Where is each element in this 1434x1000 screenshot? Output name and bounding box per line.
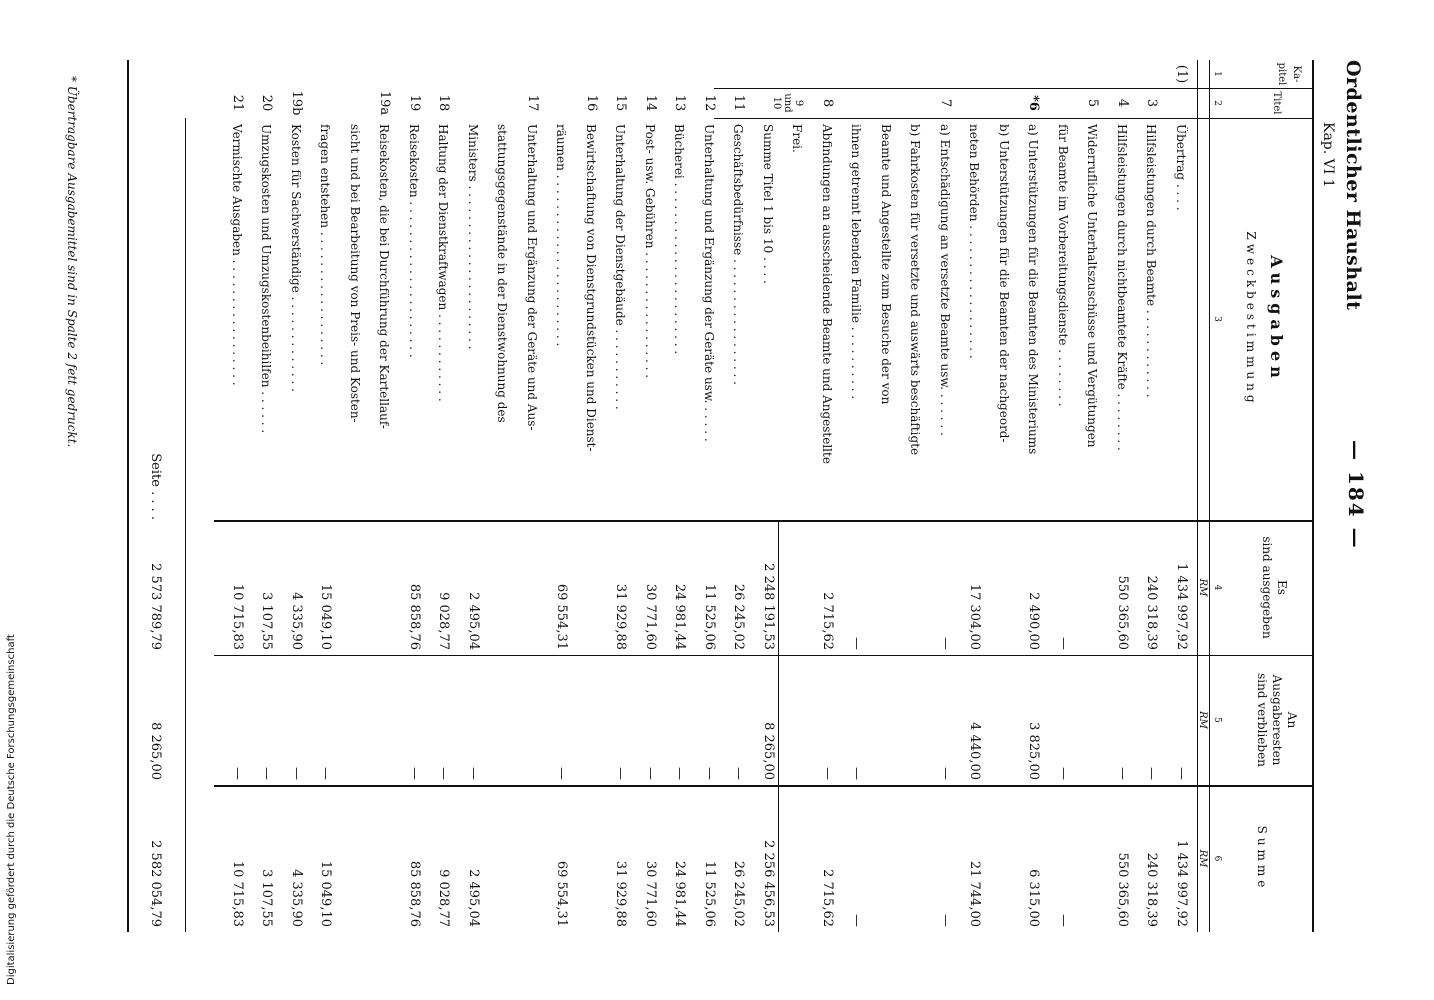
row-zweckbestimmung: Bücherei . . . . . . . . . . . . . . . . . . . . . . .: [672, 124, 687, 355]
table-top-rule: [1312, 60, 1314, 932]
row-ausgegeben: 26 245,02: [731, 583, 747, 650]
row-reste: —: [613, 767, 629, 780]
row-zweckbestimmung: Vermischte Ausgaben . . . . . . . . . . . . . . . . .: [230, 124, 244, 386]
row-summe: 3 107,55: [259, 869, 275, 927]
row-ausgegeben: 240 318,39: [1144, 575, 1160, 650]
row-titel: 16: [584, 94, 599, 112]
colnum-3: 3: [1212, 316, 1222, 322]
row-zweckbestimmung: neten Behörden . . . . . . . . . . . . . . . . . .: [967, 124, 982, 359]
row-reste: —: [1144, 767, 1160, 780]
row-summe: 1 434 997,92: [1174, 840, 1189, 927]
row-zweckbestimmung: Beamte und Angestellte zum Besuche der von: [879, 124, 893, 405]
funding-note: Digitalisierung gefördert durch die Deutsche Forschungsgemeinschaft: [6, 634, 17, 985]
row-ausgegeben: 4 335,90: [289, 592, 304, 650]
row-ausgegeben: 2 495,04: [466, 592, 481, 650]
col-divider-5: [214, 785, 1314, 787]
colnum-6: 6: [1212, 855, 1222, 862]
row-titel: 18: [436, 94, 452, 112]
row-zweckbestimmung: Hilfsleistungen durch nichtbeamtete Kräfte . . . . . . . .: [1115, 124, 1129, 451]
row-reste: —: [554, 767, 570, 780]
page-number: — 184 —: [1344, 440, 1368, 550]
col-divider-2: [714, 118, 1314, 119]
row-titel: 21: [230, 94, 245, 112]
row-zweckbestimmung: stattungsgegenstände in der Dienstwohnung des: [495, 124, 510, 423]
row-reste: —: [1115, 767, 1130, 780]
row-titel: 4: [1115, 98, 1130, 108]
row-zweckbestimmung: Abfindungen an ausscheidende Beamte und Angestellte: [820, 124, 834, 464]
row-titel: 19a: [377, 90, 393, 116]
row-titel: 19: [407, 94, 422, 112]
row-zweckbestimmung: a) Unterstützungen für die Beamten des Ministeriums: [1026, 124, 1041, 455]
row-titel: 19b: [289, 90, 304, 116]
row-zweckbestimmung: Reisekosten, die bei Durchführung der Kartellauf-: [377, 124, 392, 429]
row-titel: 13: [672, 94, 688, 112]
row-summe: 15 049,10: [318, 860, 334, 927]
row-ausgegeben: 9 028,77: [436, 592, 452, 650]
row-reste: —: [466, 767, 481, 780]
header-reste: An Ausgaberesten sind verblieben: [1255, 673, 1299, 767]
row-zweckbestimmung: räumen . . . . . . . . . . . . . . . . . . . . . . .: [554, 124, 569, 347]
row-reste: —: [230, 767, 245, 780]
row-summe: 31 929,88: [613, 860, 629, 927]
total-label: Seite . . . .: [148, 453, 163, 520]
row-reste: —: [643, 767, 658, 780]
row-ausgegeben: 15 049,10: [318, 583, 334, 650]
row-summe: 10 715,83: [230, 860, 245, 927]
row-zweckbestimmung: Reisekosten . . . . . . . . . . . . . . . . . . . . .: [407, 124, 421, 358]
row-ausgegeben: 2 490,00: [1026, 592, 1042, 650]
row-reste: —: [259, 767, 275, 780]
colnum-rule: [1209, 60, 1210, 932]
row-summe: 21 744,00: [967, 860, 983, 927]
row-ausgegeben: 10 715,83: [230, 583, 245, 650]
header-zweckbestimmung: Zweckbestimmung: [1244, 231, 1258, 407]
row-ausgegeben: 69 554,31: [554, 583, 570, 650]
row-titel: *6: [1026, 95, 1042, 111]
row-ausgegeben: 85 858,76: [407, 583, 422, 650]
colnum-5: 5: [1212, 717, 1222, 723]
row-ausgegeben: 11 525,06: [702, 583, 717, 650]
row-titel: 17: [525, 94, 540, 112]
row-summe: 9 028,77: [436, 869, 452, 927]
unit-col4: RM: [1197, 578, 1208, 597]
row-ausgegeben: —: [938, 637, 953, 650]
row-titel: 8: [820, 98, 835, 108]
row-ausgegeben: —: [1056, 637, 1071, 650]
row-titel: 3: [1144, 98, 1160, 108]
col-divider-4: [214, 655, 1314, 656]
row-zweckbestimmung: Geschäftsbedürfnisse . . . . . . . . . . . . . . . . .: [731, 124, 746, 385]
row-ausgegeben: 17 304,00: [967, 583, 983, 650]
row-summe: —: [1056, 914, 1071, 927]
row-zweckbestimmung: Kosten für Sachverständige . . . . . . . . . . . . .: [289, 124, 303, 392]
row-kapitel: (1): [1174, 64, 1189, 84]
row-titel: 15: [613, 94, 629, 112]
row-titel: 5: [1085, 98, 1101, 108]
row-zweckbestimmung: b) Fahrkosten für versetzte und auswärts beschäftigte: [908, 124, 923, 456]
document-title: Ordentlicher Haushalt: [1342, 60, 1364, 311]
row-reste: —: [938, 767, 953, 780]
row-summe: 550 365,60: [1115, 852, 1130, 927]
row-ausgegeben: 24 981,44: [672, 583, 688, 650]
row-ausgegeben: 2 248 191,53: [761, 563, 776, 650]
colnum-1: 1: [1212, 71, 1222, 77]
row-ausgegeben: 2 715,62: [820, 592, 835, 650]
bottom-rule: [127, 60, 129, 932]
row-ausgegeben: 3 107,55: [259, 592, 275, 650]
row-summe: 26 245,02: [731, 860, 747, 927]
row-titel: 20: [259, 94, 275, 112]
row-summe: 4 335,90: [289, 869, 304, 927]
row-zweckbestimmung: a) Entschädigung an versetzte Beamte usw. . . . . . .: [938, 124, 952, 436]
row-zweckbestimmung: fragen entstehen . . . . . . . . . . . . . . . . . .: [318, 124, 333, 366]
row-titel: 14: [643, 94, 658, 112]
colnum-2: 2: [1212, 100, 1222, 106]
row-summe: 2 495,04: [466, 869, 481, 927]
row-summe: —: [849, 914, 865, 927]
row-reste: —: [436, 767, 452, 780]
row-ausgegeben: 1 434 997,92: [1174, 563, 1189, 650]
total-summe: 2 582 054,79: [148, 840, 163, 927]
row-zweckbestimmung: Bewirtschaftung von Dienstgrundstücken und Dienst-: [584, 124, 598, 452]
subtotal-rule: [778, 520, 779, 932]
row-zweckbestimmung: Unterhaltung und Ergänzung der Geräte usw. . . . . .: [702, 124, 716, 442]
row-summe: 6 315,00: [1026, 869, 1042, 927]
row-zweckbestimmung: Frei.: [790, 124, 805, 153]
header-titel: Titel: [1271, 91, 1282, 115]
row-ausgegeben: 550 365,60: [1115, 575, 1130, 650]
colnum-4: 4: [1212, 584, 1222, 591]
row-reste: —: [672, 767, 688, 780]
row-titel: 11: [731, 94, 747, 112]
row-reste: —: [318, 767, 334, 780]
row-zweckbestimmung: für Beamte im Vorbereitungsdienste . . . . . . . .: [1056, 124, 1070, 407]
row-zweckbestimmung: Unterhaltung und Ergänzung der Geräte und Aus-: [525, 124, 539, 431]
row-summe: —: [938, 914, 953, 927]
row-reste: —: [820, 767, 835, 780]
row-summe: 2 715,62: [820, 869, 835, 927]
total-rule: [185, 118, 186, 932]
row-reste: 3 825,00: [1026, 722, 1042, 780]
header-ausgaben: Ausgaben: [1267, 255, 1286, 383]
footnote: * Übertragbare Ausgabemittel sind in Spalte 2 fett gedruckt.: [65, 76, 79, 448]
row-reste: 4 440,00: [967, 722, 983, 780]
row-zweckbestimmung: Post- usw. Gebühren . . . . . . . . . . . . . . . . .: [643, 124, 657, 379]
row-titel: 12: [702, 94, 717, 112]
row-titel: 9 und 10: [771, 93, 805, 113]
row-summe: 240 318,39: [1144, 852, 1160, 927]
row-summe: 69 554,31: [554, 860, 570, 927]
unit-col6: RM: [1197, 849, 1208, 868]
row-reste: —: [702, 767, 717, 780]
row-zweckbestimmung: b) Unterstützungen für die Beamten der nachgeord-: [997, 124, 1011, 443]
row-summe: 11 525,06: [702, 860, 717, 927]
unit-col5: RM: [1197, 711, 1208, 729]
row-summe: 30 771,60: [643, 860, 658, 927]
row-zweckbestimmung: Widerrufliche Unterhaltszuschüsse und Vergütungen: [1085, 124, 1100, 448]
header-kapitel: Ka- pitel: [1276, 62, 1302, 86]
header-ausgegeben: Es sind ausgegeben: [1260, 536, 1289, 639]
row-ausgegeben: 30 771,60: [643, 583, 658, 650]
total-reste: 8 265,00: [148, 722, 163, 780]
row-zweckbestimmung: Umzugskosten und Umzugskostenbeihilfen . . . . . .: [259, 124, 274, 434]
row-reste: 8 265,00: [761, 722, 776, 780]
row-zweckbestimmung: Unterhaltung der Dienstgebäude . . . . . . . . . . .: [613, 124, 628, 410]
row-zweckbestimmung: Ministers . . . . . . . . . . . . . . . . . . . . . .: [466, 124, 480, 350]
row-reste: —: [849, 767, 865, 780]
row-ausgegeben: 31 929,88: [613, 583, 629, 650]
row-ausgegeben: —: [849, 637, 865, 650]
row-titel: 7: [938, 98, 953, 108]
row-zweckbestimmung: Summe Titel 1 bis 10 . . . .: [761, 124, 775, 284]
row-summe: 2 256 456,53: [761, 840, 776, 927]
row-reste: —: [1056, 767, 1071, 780]
header-summe: Summe: [1255, 825, 1269, 892]
row-reste: —: [289, 767, 304, 780]
row-reste: —: [1174, 767, 1189, 780]
row-reste: —: [731, 767, 747, 780]
row-zweckbestimmung: sicht und bei Bearbeitung von Preis- und Kosten-: [348, 124, 362, 423]
row-zweckbestimmung: Haltung der Dienstkraftwagen . . . . . . . . . . . .: [436, 124, 451, 402]
row-reste: —: [407, 767, 422, 780]
row-zweckbestimmung: Hilfsleistungen durch Beamte . . . . . . . . . . . .: [1144, 124, 1159, 398]
row-summe: 24 981,44: [672, 860, 688, 927]
row-zweckbestimmung: Übertrag . . . .: [1174, 124, 1188, 211]
col-divider-3: [214, 520, 1314, 522]
total-ausgegeben: 2 573 789,79: [148, 563, 163, 650]
row-summe: 85 858,76: [407, 860, 422, 927]
row-zweckbestimmung: ihnen getrennt lebenden Familie . . . . . . . . . .: [849, 124, 864, 400]
chapter-subtitle: Kap. VI 1: [1320, 122, 1336, 188]
